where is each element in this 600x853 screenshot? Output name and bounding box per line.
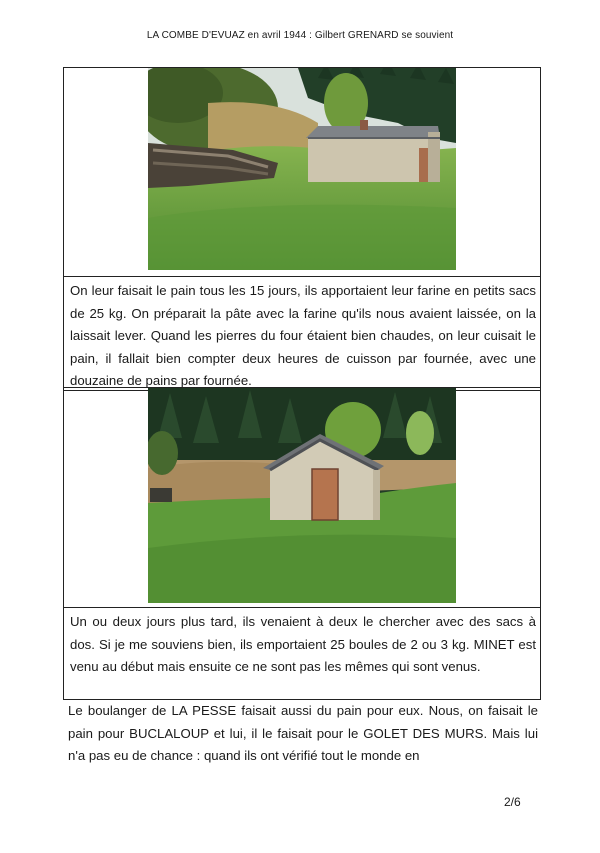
caption-2: Un ou deux jours plus tard, ils venaient à deux le chercher avec des sacs à dos. Si je me souviens bien, ils emportaient 25 boules de 2 ou 3 kg. MINET est venu au début mais ensuite ce ne sont pas les mêmes qui sont venus. — [70, 614, 536, 674]
page-header: LA COMBE D'EVUAZ en avril 1944 : Gilbert GRENARD se souvient — [146, 30, 454, 41]
photo-frame-1 — [63, 67, 541, 391]
oven-hut-photo-icon — [148, 388, 456, 603]
photo-cell-2 — [64, 388, 540, 608]
photo-frame-2 — [63, 387, 541, 700]
page-number: 2/6 — [504, 795, 521, 809]
hut-meadow-photo-icon — [148, 68, 456, 270]
body-paragraph: Le boulanger de LA PESSE faisait aussi du pain pour eux. Nous, on faisait le pain pour BUCLALOUP et lui, il le faisait pour le GOLET DES MURS. Mais lui n'a pas eu de chance : quand ils ont vérifié tout le monde en — [68, 703, 538, 763]
caption-1: On leur faisait le pain tous les 15 jours, ils apportaient leur farine en petits sacs de 25 kg. On préparait la pâte avec la farine qu'ils nous avaient laissée, on la laissait lever. Quand les pierres du four étaient bien chaudes, on leur cuisait le pain, il fallait bien compter deux heures de cuisson par fournée, avec une douzaine de pains par fournée. — [70, 283, 536, 388]
photo-cell-1 — [64, 68, 540, 277]
